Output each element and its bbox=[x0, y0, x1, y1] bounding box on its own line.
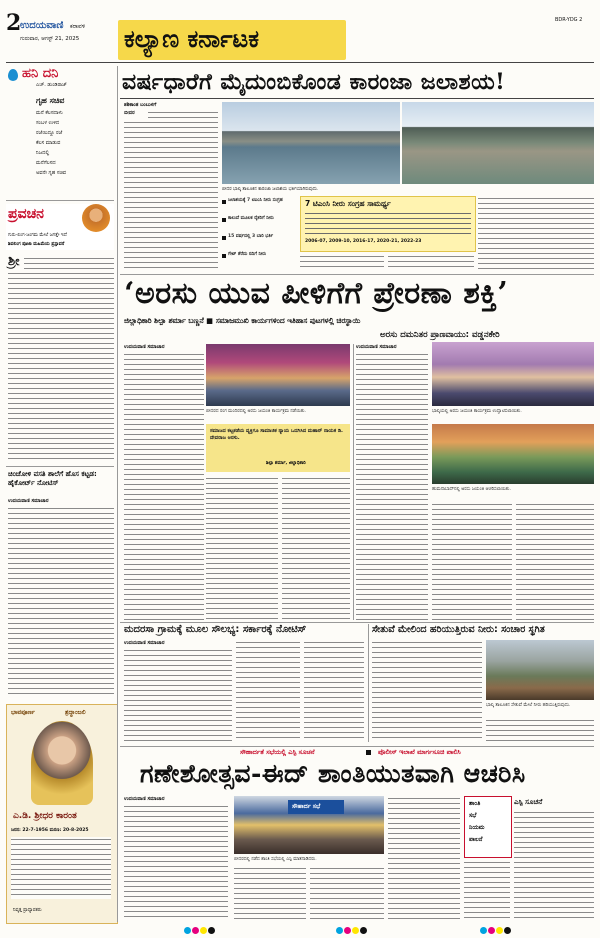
header-rule bbox=[6, 62, 594, 63]
ganesh-side-box bbox=[464, 796, 512, 858]
youth-pullquote-box bbox=[206, 424, 350, 472]
capacity-box-title: 7 ಟಿಎಂಸಿ ನೀರು ಸಂಗ್ರಹ ಸಾಮರ್ಥ್ಯ bbox=[305, 199, 391, 208]
vaddankeri-body bbox=[432, 502, 512, 620]
poem-line: ಸಂಬಳ ಉಳಿದ bbox=[36, 120, 60, 126]
lead-headline: ವರ್ಷಧಾರೆಗೆ ಮೈದುಂಬಿಕೊಂಡ ಕಾರಂಜಾ ಜಲಾಶಯ! bbox=[122, 69, 506, 95]
brand-name: ಉದಯವಾಣಿ bbox=[20, 20, 64, 31]
sewage-caption: ಭಾಲ್ಕಿ ತಾಲೂಕಿನ ಸೇತುವೆ ಮೇಲೆ ನೀರು ಹರಿಯುತ್ತಿರುವುದು. bbox=[486, 703, 571, 708]
lead-photo-caption: ಬೀದರ ಭಾಲ್ಕಿ ತಾಲೂಕಿನ ಕಾರಂಜಾ ಜಲಾಶಯ ಭರ್ತಿಯಾಗಿರುವುದು. bbox=[222, 187, 319, 192]
ganesh-photo-caption: ಬೀದರದಲ್ಲಿ ನಡೆದ ಶಾಂತಿ ಸಭೆಯಲ್ಲಿ ಎಸ್ಪಿ ಮಾತನಾಡಿದರು. bbox=[234, 857, 317, 862]
ganesh-headline: ಗಣೇಶೋತ್ಸವ-ಈದ್ ಶಾಂತಿಯುತವಾಗಿ ಆಚರಿಸಿ bbox=[140, 759, 526, 788]
lead-body bbox=[478, 196, 594, 270]
pravachana-box bbox=[6, 204, 114, 250]
shraddhanjali-box bbox=[6, 704, 118, 924]
sewage-body bbox=[372, 640, 482, 742]
column-rule bbox=[353, 344, 354, 620]
lead-body bbox=[388, 254, 474, 270]
lead-body bbox=[148, 110, 218, 120]
divider bbox=[120, 622, 594, 623]
youth-subhead: ಜಿಲ್ಲಾಧಿಕಾರಿ ಶಿಲ್ಪಾ ಶರ್ಮಾ ಬಣ್ಣನೆ ■ ಸಮಾಜಮುಖಿ ಕಾರ್ಯಗಳಿಂದ ಇತಿಹಾಸ ಪುಟಗಳಲ್ಲಿ ಚಿರಸ್ಥಾಯಿ bbox=[124, 316, 361, 325]
dam-photo-left bbox=[222, 102, 400, 184]
vaddankeri-reporter: ಉದಯವಾಣಿ ಸಮಾಚಾರ bbox=[356, 344, 397, 350]
divider bbox=[6, 200, 114, 201]
madarasa-body bbox=[304, 640, 364, 742]
ganesh-kicker-left: ಸೌಹಾರ್ದತೆ ಸಭೆಯಲ್ಲಿ ಎಸ್ಪಿ ಸೂಚನೆ bbox=[240, 748, 315, 756]
registration-marks bbox=[336, 919, 368, 938]
ganesh-banner bbox=[288, 800, 344, 814]
divider bbox=[120, 746, 594, 747]
bullet-item: ಜಲಾಶಯಕ್ಕೆ 7 ಟಿಎಂಸಿ ನೀರು ಸಂಗ್ರಹ bbox=[228, 198, 283, 203]
portrait-photo bbox=[31, 721, 93, 805]
drop-cap: ಶ್ರೀ bbox=[8, 254, 20, 269]
page-number: 2 bbox=[6, 10, 22, 36]
vaddankeri-photo-1 bbox=[432, 342, 594, 406]
ganesh-body bbox=[514, 810, 594, 920]
ganesh-body bbox=[234, 866, 306, 920]
capacity-box bbox=[300, 196, 476, 252]
ganesh-body bbox=[388, 796, 460, 920]
ganesh-banner-text: ಸೌಹಾರ್ದ ಸಭೆ bbox=[292, 803, 321, 810]
poem-line: ಮನೆಗೆಲಸದ bbox=[36, 160, 56, 166]
shraddhanjali-left: ಭಾವಪೂರ್ಣ bbox=[11, 709, 35, 716]
bullet-marker bbox=[222, 254, 226, 258]
bullet-marker bbox=[222, 218, 226, 222]
madarasa-headline: ಮದರಸಾ ಗ್ರಾಮಕ್ಕೆ ಮೂಲ ಸೌಲಭ್ಯ: ಸರ್ಕಾರಕ್ಕೆ ನೋಟಿಸ್ bbox=[124, 624, 307, 635]
pravachana-body bbox=[8, 271, 114, 463]
sewage-photo bbox=[486, 640, 594, 700]
side-box-word: ಪಾಲನೆ bbox=[469, 836, 483, 843]
ganesh-body bbox=[124, 804, 228, 920]
ganesh-body bbox=[310, 866, 384, 920]
issue-date: ಗುರುವಾರ, ಆಗಸ್ಟ್ 21, 2025 bbox=[20, 36, 80, 42]
youth-photo-caption: ಬೀದರದ ರಂಗ ಮಂದಿರದಲ್ಲಿ ಅರಸು ಜಯಂತಿ ಕಾರ್ಯಕ್ರಮ ನಡೆಯಿತು. bbox=[206, 409, 307, 414]
vaddankeri-caption-2: ಹುಮನಾಬಾದ್‌ನಲ್ಲಿ ಅರಸು ಜಯಂತಿ ಆಚರಿಸಲಾಯಿತು. bbox=[432, 487, 511, 492]
school-headline: ಚಿಂಚೋಳಿ ವಸತಿ ಶಾಲೆಗೆ ಹೊಸ ಕಟ್ಟಡ: ಹೈಕೋರ್ಟ್ ನೋಟಿಸ್ bbox=[8, 470, 97, 487]
pravachana-byline: ಗುರು-ಲಿಂಗ-ಜಂಗಮ ಮೇಲೆ ಜಗತ್ತೇ ಇದೆ bbox=[8, 233, 67, 238]
drop-icon bbox=[8, 69, 18, 81]
youth-pullquote-name: ಶಿಲ್ಪಾ ಶರ್ಮಾ, ಜಿಲ್ಲಾಧಿಕಾರಿ bbox=[266, 461, 306, 466]
capacity-box-body bbox=[305, 211, 471, 237]
divider bbox=[120, 274, 594, 275]
lead-body bbox=[124, 120, 218, 268]
registration-marks bbox=[480, 919, 512, 938]
obituary-footer: ನಿವೃತ್ತ ಪ್ರಾಧ್ಯಾಪಕರು bbox=[13, 908, 42, 913]
madarasa-body bbox=[236, 640, 300, 742]
lead-body bbox=[300, 254, 384, 270]
hani-dani-author: ಎಚ್. ಡುಂಡಿರಾಜ್ bbox=[36, 82, 67, 88]
column-rule bbox=[368, 624, 369, 742]
side-box-word: ಸಭೆ bbox=[469, 812, 477, 819]
youth-body bbox=[206, 476, 278, 620]
column-rule bbox=[117, 66, 118, 922]
ganesh-side-head: ಎಸ್ಪಿ ಸೂಚನೆ bbox=[514, 798, 543, 806]
lead-place: ಬೀದರ bbox=[124, 110, 135, 116]
vaddankeri-body bbox=[516, 502, 594, 620]
shraddhanjali-right: ಶ್ರದ್ಧಾಂಜಲಿ bbox=[65, 709, 86, 716]
pravachana-title: ಪ್ರವಚನ bbox=[8, 206, 44, 222]
poem-line: ಅವನೇ ಗೃಹ ಸಚಿವ bbox=[36, 170, 67, 176]
youth-headline: ‘ಅರಸು ಯುವ ಪೀಳಿಗೆಗೆ ಪ್ರೇರಣಾ ಶಕ್ತಿ’ bbox=[124, 276, 509, 311]
obituary-body bbox=[11, 837, 111, 899]
life-dates: ಜನನ: 22-7-1956 ಮರಣ: 20-8-2025 bbox=[11, 828, 89, 833]
deceased-name: ಎ.ಡಿ. ಶ್ರೀಧರ ಕಾರಂತ bbox=[13, 811, 77, 821]
school-reporter: ಉದಯವಾಣಿ ಸಮಾಚಾರ bbox=[8, 498, 49, 504]
ganesh-body bbox=[464, 860, 510, 920]
dam-photo-right bbox=[402, 102, 594, 184]
sewage-body bbox=[486, 718, 594, 742]
poem-line: ನಿಜದಲ್ಲಿ bbox=[36, 150, 50, 156]
bullet-item: 15 ವರ್ಷದಲ್ಲಿ 3 ಬಾರಿ ಭರ್ತಿ bbox=[228, 234, 274, 239]
registration-marks bbox=[184, 919, 216, 938]
pravachana-subhead: ಶಿವಲಿಂಗ ಪೂಜಾ ಮಹಿಮೆಯ ಪ್ರಸ್ತಾವನೆ bbox=[8, 242, 65, 247]
section-title: ಕಲ್ಯಾಣ ಕರ್ನಾಟಕ bbox=[124, 24, 260, 53]
hani-dani-box bbox=[6, 66, 114, 198]
poem-title: ಗೃಹ ಸಚಿವ bbox=[36, 96, 65, 105]
divider bbox=[6, 466, 114, 467]
ganesh-kicker-right: ಪೊಲೀಸ್ ಇಲಾಖೆ ಮಾರ್ಗಸೂಚಿ ಪಾಲಿಸಿ bbox=[378, 748, 461, 756]
hani-dani-title: ಹನಿ ದನಿ bbox=[22, 66, 59, 81]
sewage-headline: ಸೇತುವೆ ಮೇಲಿಂದ ಹರಿಯುತ್ತಿರುವ ನೀರು: ಸಂಚಾರ ಸ್ಥಗಿತ bbox=[372, 624, 545, 635]
vaddankeri-caption-1: ಭಾಲ್ಕಿಯಲ್ಲಿ ಅರಸು ಜಯಂತಿ ಕಾರ್ಯಕ್ರಮ ಉದ್ಘಾಟಿಸಲಾಯಿತು. bbox=[432, 409, 522, 414]
page-code: BDR-YDG 2 bbox=[555, 17, 583, 23]
ganesh-reporter: ಉದಯವಾಣಿ ಸಮಾಚಾರ bbox=[124, 796, 165, 802]
bullet-marker bbox=[222, 236, 226, 240]
edition-name: ಕರಾವಳಿ bbox=[70, 23, 86, 30]
lead-reporter: ಶಶಿಕಾಂತ ಬಂಬುಳಗೆ bbox=[124, 102, 157, 108]
poem-line: ರಜೆಯಿದ್ದೂ ರಜೆ bbox=[36, 130, 63, 136]
capacity-years: 2006-07, 2009-10, 2016-17, 2020-21, 2022-23 bbox=[305, 239, 422, 244]
bullet-item: ಕಾಲುವೆ ಮೂಲಕ ರೈತರಿಗೆ ನೀರು bbox=[228, 216, 274, 221]
youth-reporter: ಉದಯವಾಣಿ ಸಮಾಚಾರ bbox=[124, 344, 165, 350]
bullet-marker bbox=[222, 200, 226, 204]
vaddankeri-headline: ಅರಸು ದಮನಿತರ ಪ್ರಾಣವಾಯು: ವಡ್ಡನಕೇರಿ bbox=[380, 330, 500, 340]
lead-bullets bbox=[222, 196, 294, 270]
pravachana-body bbox=[24, 256, 114, 270]
youth-body bbox=[124, 352, 204, 620]
bullet-item: ಗೇಟ್ ತೆರೆದು ನದಿಗೆ ನೀರು bbox=[228, 252, 267, 257]
vaddankeri-body bbox=[356, 352, 428, 620]
poem-line: ಕೆಲಸ ಮಾಡುವ bbox=[36, 140, 61, 146]
vaddankeri-photo-2 bbox=[432, 424, 594, 484]
youth-pullquote: ಸಮಾಜದ ಕಟ್ಟಕಡೆಯ ವ್ಯಕ್ತಿಗೂ ಸಾಮಾಜಿಕ ನ್ಯಾಯ ಒದಗಿಸಿದ ಮಹಾನ್ ನಾಯಕ ಡಿ. ದೇವರಾಜ ಅರಸು. bbox=[210, 428, 343, 441]
youth-body bbox=[282, 476, 350, 620]
kicker-separator bbox=[366, 750, 371, 755]
school-body bbox=[8, 506, 114, 698]
youth-event-photo bbox=[206, 344, 350, 406]
lead-rule bbox=[120, 98, 594, 99]
guru-portrait bbox=[82, 204, 110, 232]
madarasa-reporter: ಉದಯವಾಣಿ ಸಮಾಚಾರ bbox=[124, 640, 165, 646]
side-box-word: ನಿಯಮ bbox=[469, 824, 485, 831]
side-box-word: ಶಾಂತಿ bbox=[469, 800, 481, 807]
poem-line: ಮನೆ ಕೆಲಸದಾಳು bbox=[36, 110, 63, 116]
madarasa-body bbox=[124, 648, 232, 742]
